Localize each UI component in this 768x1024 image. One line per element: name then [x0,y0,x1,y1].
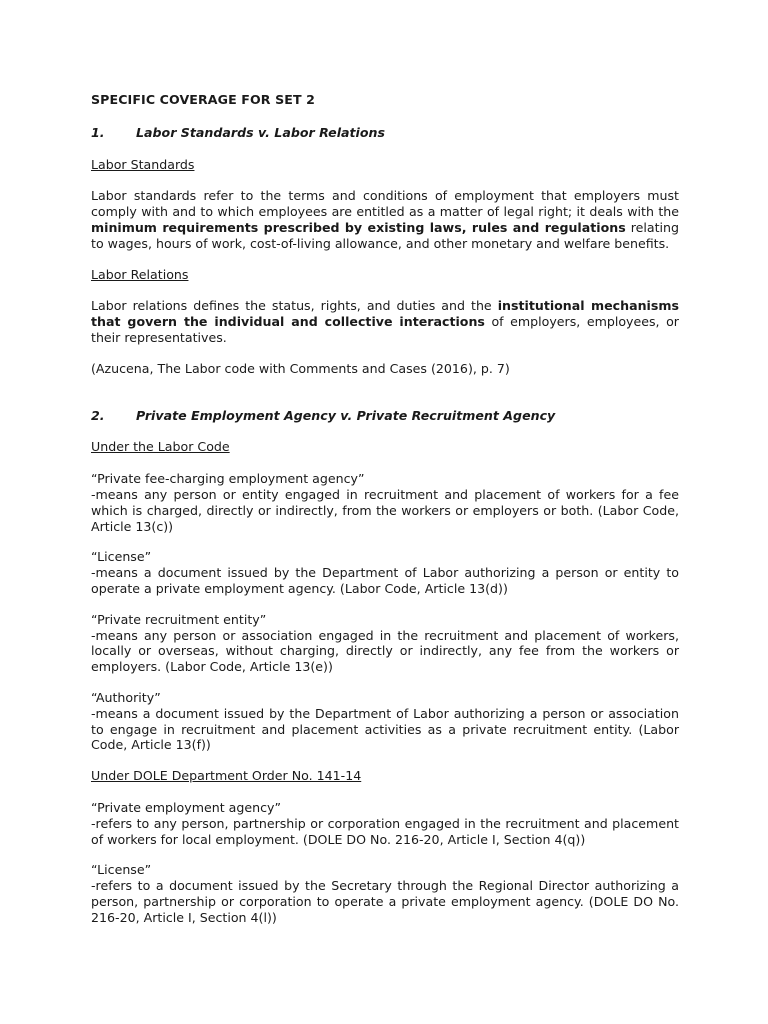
definition-term: “Private recruitment entity” [91,611,267,627]
definition-text: -means any person or entity engaged in recruitment and placement of workers for a fee which is charged, directly or indirectly, from the workers or employers or both. (Labor Code, Article 13(c)) [91,486,679,534]
definition-term: “Private fee-charging employment agency” [91,471,365,487]
definition-text: -means any person or association engaged in the recruitment and placement of workers, locally or overseas, without charging, directly or indirectly, any fee from the workers or employers. (Labor Code, Article 13(e)) [91,627,679,675]
definition-item [91,690,679,753]
labor-standards-subheading: Labor Standards [91,156,195,172]
labor-standards-text-a: Labor standards refer to the terms and conditions of employment that employers must comply with and to which employees are entitled as a matter of legal right; it deals with the [91,188,679,220]
definition-item [91,612,679,675]
labor-relations-text-a: Labor relations defines the status, rights, and duties and the [91,298,498,314]
document-heading: SPECIFIC COVERAGE FOR SET 2 [91,92,315,107]
section-1-number: 1. [91,124,105,140]
citation: (Azucena, The Labor code with Comments and Cases (2016), p. 7) [91,360,510,376]
labor-relations-bold-text: institutional mechanisms that govern the individual and collective interactions [91,298,679,330]
definition-term: “License” [91,862,152,878]
section-1-title [91,125,679,141]
labor-relations-text-b: of employers, employees, or their representatives. [91,314,679,345]
labor-standards-paragraph [91,188,679,251]
section-2-number: 2. [91,407,105,423]
labor-relations-paragraph [91,298,679,345]
labor-relations-subheading: Labor Relations [91,266,189,282]
dole-subheading: Under DOLE Department Order No. 141-14 [91,768,362,784]
definition-text: -means a document issued by the Department of Labor authorizing a person or entity to operate a private employment agency. (Labor Code, Article 13(d)) [91,565,679,596]
definition-term: “Private employment agency” [91,799,281,815]
definition-item [91,862,679,925]
document-page [91,92,679,940]
section-1-title-text: Labor Standards v. Labor Relations [136,124,385,140]
definition-term: “Authority” [91,689,161,705]
labor-standards-bold-text: minimum requirements prescribed by existing laws, rules and regulations [91,219,626,235]
definition-item [91,800,679,847]
labor-code-subheading: Under the Labor Code [91,439,230,455]
definition-item [91,471,679,534]
definition-text: -means a document issued by the Department of Labor authorizing a person or association to engage in recruitment and placement activities as a private recruitment entity. (Labor Code, Article 13(f)) [91,705,679,753]
section-2-title-text: Private Employment Agency v. Private Recruitment Agency [136,407,556,423]
definition-term: “License” [91,549,152,565]
definition-item [91,549,679,596]
definition-text: -refers to a document issued by the Secretary through the Regional Director authorizing a person, partnership or corporation to operate a private employment agency. (DOLE DO No. 216-20, Article I, Section 4(l)) [91,878,679,925]
definition-text: -refers to any person, partnership or corporation engaged in the recruitment and placement of workers for local employment. (DOLE DO No. 216-20, Article I, Section 4(q)) [91,815,679,847]
labor-standards-text-b: relating to wages, hours of work, cost-of-living allowance, and other monetary and welfare benefits. [91,219,680,251]
section-2-title [91,408,679,424]
